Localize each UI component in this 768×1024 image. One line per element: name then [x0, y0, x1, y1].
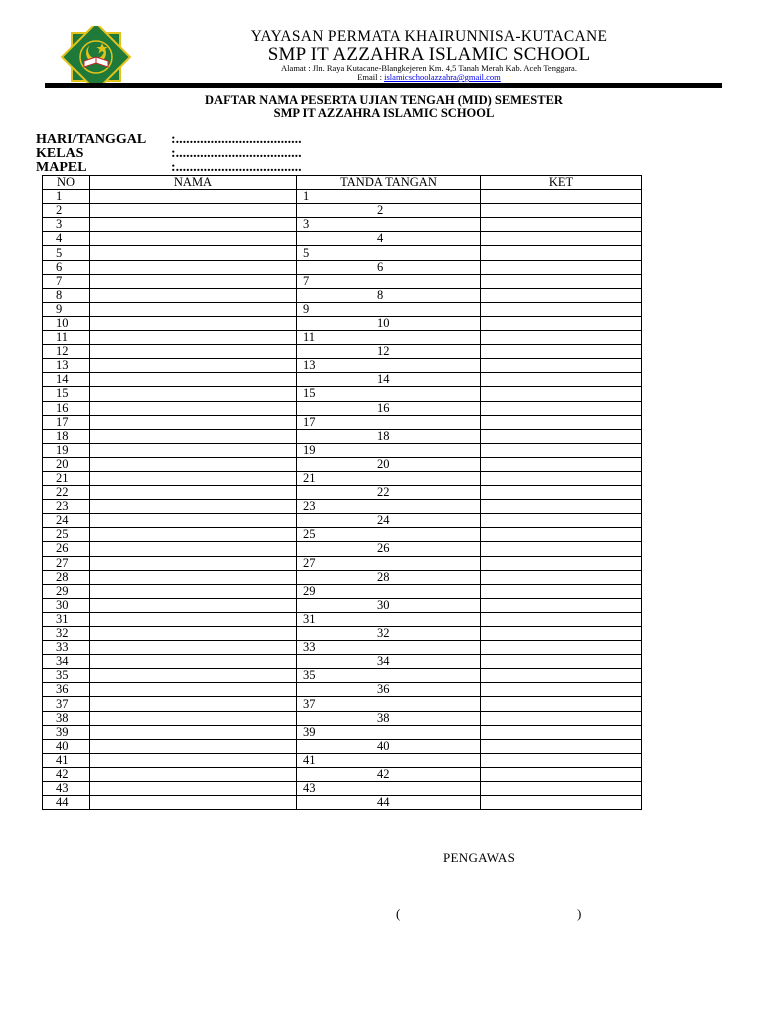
remark-cell[interactable] [481, 528, 642, 542]
table-row [43, 556, 642, 570]
name-cell[interactable] [90, 429, 297, 443]
name-cell[interactable] [90, 500, 297, 514]
name-cell[interactable] [90, 345, 297, 359]
signature-number: 5 [303, 245, 310, 260]
remark-cell[interactable] [481, 443, 642, 457]
signature-number: 34 [377, 654, 390, 669]
remark-cell[interactable] [481, 612, 642, 626]
name-cell[interactable] [90, 218, 297, 232]
table-row [43, 612, 642, 626]
name-cell[interactable] [90, 443, 297, 457]
table-row [43, 683, 642, 697]
signature-cell[interactable] [297, 218, 481, 232]
table-row [43, 288, 642, 302]
name-cell[interactable] [90, 316, 297, 330]
remark-cell[interactable] [481, 739, 642, 753]
table-row [43, 542, 642, 556]
signature-cell[interactable] [297, 471, 481, 485]
remark-cell[interactable] [481, 655, 642, 669]
signature-number: 16 [377, 400, 390, 415]
signature-cell[interactable] [297, 570, 481, 584]
signature-number: 32 [377, 626, 390, 641]
row-number: 20 [43, 457, 90, 471]
name-cell[interactable] [90, 612, 297, 626]
name-cell[interactable] [90, 302, 297, 316]
name-cell[interactable] [90, 641, 297, 655]
signature-cell[interactable] [297, 725, 481, 739]
signature-number: 43 [303, 781, 316, 796]
remark-cell[interactable] [481, 542, 642, 556]
table-row [43, 401, 642, 415]
name-cell[interactable] [90, 725, 297, 739]
signature-number: 17 [303, 414, 316, 429]
email-label: Email : [357, 72, 385, 82]
name-cell[interactable] [90, 204, 297, 218]
signature-cell[interactable] [297, 345, 481, 359]
remark-cell[interactable] [481, 556, 642, 570]
signature-cell[interactable] [297, 683, 481, 697]
name-cell[interactable] [90, 232, 297, 246]
remark-cell[interactable] [481, 345, 642, 359]
signature-cell[interactable] [297, 190, 481, 204]
document-subtitle: SMP IT AZZAHRA ISLAMIC SCHOOL [273, 106, 495, 120]
signature-open-paren: ( [396, 906, 401, 921]
row-number: 9 [43, 302, 90, 316]
signature-number: 12 [377, 344, 390, 359]
name-cell[interactable] [90, 556, 297, 570]
field-mapel [36, 160, 302, 176]
name-cell[interactable] [90, 471, 297, 485]
signature-number: 15 [303, 386, 316, 401]
remark-cell[interactable] [481, 683, 642, 697]
remark-cell[interactable] [481, 373, 642, 387]
signature-cell[interactable] [297, 331, 481, 345]
field-value: :.................................... [171, 146, 302, 161]
row-number: 40 [43, 739, 90, 753]
signature-cell[interactable] [297, 401, 481, 415]
row-number: 28 [43, 570, 90, 584]
name-cell[interactable] [90, 373, 297, 387]
signature-number: 9 [303, 301, 310, 316]
row-number: 22 [43, 486, 90, 500]
row-number: 35 [43, 669, 90, 683]
row-number: 12 [43, 345, 90, 359]
remark-cell[interactable] [481, 331, 642, 345]
remark-cell[interactable] [481, 500, 642, 514]
col-header-tanda-tangan: TANDA TANGAN [297, 176, 481, 190]
row-number: 4 [43, 232, 90, 246]
remark-cell[interactable] [481, 641, 642, 655]
signature-number: 33 [303, 640, 316, 655]
signature-cell[interactable] [297, 288, 481, 302]
signature-cell[interactable] [297, 782, 481, 796]
remark-cell[interactable] [481, 570, 642, 584]
name-cell[interactable] [90, 584, 297, 598]
signature-cell[interactable] [297, 232, 481, 246]
signature-number: 35 [303, 668, 316, 683]
col-header-no: NO [43, 176, 90, 190]
name-cell[interactable] [90, 627, 297, 641]
table-row [43, 627, 642, 641]
table-row [43, 598, 642, 612]
signature-number: 41 [303, 752, 316, 767]
signature-cell[interactable] [297, 457, 481, 471]
table-row [43, 514, 642, 528]
table-row [43, 669, 642, 683]
signature-cell[interactable] [297, 316, 481, 330]
signature-cell[interactable] [297, 359, 481, 373]
col-header-ket: KET [481, 176, 642, 190]
row-number: 34 [43, 655, 90, 669]
row-number: 31 [43, 612, 90, 626]
row-number: 27 [43, 556, 90, 570]
name-cell[interactable] [90, 387, 297, 401]
table-row [43, 767, 642, 781]
remark-cell[interactable] [481, 401, 642, 415]
signature-cell[interactable] [297, 612, 481, 626]
remark-cell[interactable] [481, 415, 642, 429]
table-row [43, 457, 642, 471]
field-label: MAPEL [36, 160, 87, 175]
attendance-table [42, 175, 642, 810]
table-row [43, 359, 642, 373]
row-number: 16 [43, 401, 90, 415]
table-row [43, 204, 642, 218]
table-row [43, 302, 642, 316]
signature-number: 30 [377, 597, 390, 612]
row-number: 3 [43, 218, 90, 232]
table-header-row [43, 176, 642, 190]
remark-cell[interactable] [481, 796, 642, 810]
name-cell[interactable] [90, 331, 297, 345]
remark-cell[interactable] [481, 753, 642, 767]
school-address: Alamat : Jln. Raya Kutacane-Blangkejeren Km. 4,5 Tanah Merah Kab. Aceh Tenggara. [281, 63, 577, 73]
table-row [43, 584, 642, 598]
signature-cell[interactable] [297, 739, 481, 753]
table-row [43, 753, 642, 767]
signature-cell[interactable] [297, 260, 481, 274]
col-header-nama: NAMA [90, 176, 297, 190]
row-number: 32 [43, 627, 90, 641]
signature-number: 8 [377, 287, 384, 302]
email-link[interactable]: islamicschoolazzahra@gmail.com [384, 72, 501, 82]
row-number: 7 [43, 274, 90, 288]
signature-number: 42 [377, 766, 390, 781]
signature-number: 37 [303, 696, 316, 711]
table-row [43, 429, 642, 443]
remark-cell[interactable] [481, 218, 642, 232]
signature-number: 6 [377, 259, 384, 274]
row-number: 24 [43, 514, 90, 528]
name-cell[interactable] [90, 542, 297, 556]
row-number: 15 [43, 387, 90, 401]
signature-number: 21 [303, 471, 316, 486]
row-number: 1 [43, 190, 90, 204]
name-cell[interactable] [90, 697, 297, 711]
table-row [43, 655, 642, 669]
remark-cell[interactable] [481, 711, 642, 725]
signature-number: 20 [377, 456, 390, 471]
signature-number: 38 [377, 710, 390, 725]
table-row [43, 232, 642, 246]
signature-number: 44 [377, 795, 390, 810]
name-cell[interactable] [90, 359, 297, 373]
name-cell[interactable] [90, 711, 297, 725]
signature-number: 25 [303, 527, 316, 542]
signature-number: 10 [377, 315, 390, 330]
name-cell[interactable] [90, 246, 297, 260]
table-row [43, 331, 642, 345]
signature-number: 3 [303, 217, 310, 232]
remark-cell[interactable] [481, 486, 642, 500]
header-divider [45, 83, 722, 88]
table-row [43, 415, 642, 429]
remark-cell[interactable] [481, 232, 642, 246]
signature-cell[interactable] [297, 641, 481, 655]
name-cell[interactable] [90, 782, 297, 796]
remark-cell[interactable] [481, 288, 642, 302]
name-cell[interactable] [90, 598, 297, 612]
row-number: 5 [43, 246, 90, 260]
signature-number: 7 [303, 273, 310, 288]
row-number: 2 [43, 204, 90, 218]
signature-number: 18 [377, 428, 390, 443]
row-number: 13 [43, 359, 90, 373]
table-row [43, 443, 642, 457]
name-cell[interactable] [90, 528, 297, 542]
row-number: 17 [43, 415, 90, 429]
row-number: 6 [43, 260, 90, 274]
signature-number: 26 [377, 541, 390, 556]
name-cell[interactable] [90, 570, 297, 584]
signature-close-paren: ) [577, 906, 582, 921]
field-value: :.................................... [171, 132, 302, 147]
remark-cell[interactable] [481, 697, 642, 711]
signature-cell[interactable] [297, 387, 481, 401]
name-cell[interactable] [90, 767, 297, 781]
signature-number: 22 [377, 485, 390, 500]
signature-cell[interactable] [297, 500, 481, 514]
name-cell[interactable] [90, 401, 297, 415]
name-cell[interactable] [90, 669, 297, 683]
signature-number: 19 [303, 442, 316, 457]
name-cell[interactable] [90, 655, 297, 669]
row-number: 38 [43, 711, 90, 725]
signature-number: 29 [303, 583, 316, 598]
row-number: 42 [43, 767, 90, 781]
remark-cell[interactable] [481, 627, 642, 641]
table-row [43, 260, 642, 274]
signature-cell[interactable] [297, 274, 481, 288]
supervisor-title: PENGAWAS [443, 850, 516, 865]
signature-cell[interactable] [297, 373, 481, 387]
school-logo [58, 26, 134, 88]
signature-cell[interactable] [297, 429, 481, 443]
name-cell[interactable] [90, 190, 297, 204]
signature-cell[interactable] [297, 584, 481, 598]
signature-cell[interactable] [297, 542, 481, 556]
name-cell[interactable] [90, 415, 297, 429]
signature-number: 31 [303, 611, 316, 626]
row-number: 21 [43, 471, 90, 485]
remark-cell[interactable] [481, 359, 642, 373]
name-cell[interactable] [90, 753, 297, 767]
name-cell[interactable] [90, 457, 297, 471]
name-cell[interactable] [90, 796, 297, 810]
table-row [43, 782, 642, 796]
field-value: :.................................... [171, 160, 302, 175]
table-row [43, 500, 642, 514]
name-cell[interactable] [90, 260, 297, 274]
field-label: HARI/TANGGAL [36, 132, 147, 147]
remark-cell[interactable] [481, 246, 642, 260]
table-row [43, 274, 642, 288]
signature-cell[interactable] [297, 556, 481, 570]
signature-cell[interactable] [297, 711, 481, 725]
row-number: 43 [43, 782, 90, 796]
table-row [43, 570, 642, 584]
remark-cell[interactable] [481, 584, 642, 598]
table-row [43, 387, 642, 401]
signature-cell[interactable] [297, 443, 481, 457]
remark-cell[interactable] [481, 767, 642, 781]
name-cell[interactable] [90, 514, 297, 528]
row-number: 39 [43, 725, 90, 739]
remark-cell[interactable] [481, 387, 642, 401]
row-number: 19 [43, 443, 90, 457]
signature-cell[interactable] [297, 796, 481, 810]
signature-cell[interactable] [297, 204, 481, 218]
table-row [43, 316, 642, 330]
signature-number: 1 [303, 189, 310, 204]
signature-number: 2 [377, 203, 384, 218]
name-cell[interactable] [90, 683, 297, 697]
row-number: 23 [43, 500, 90, 514]
remark-cell[interactable] [481, 429, 642, 443]
remark-cell[interactable] [481, 260, 642, 274]
signature-cell[interactable] [297, 767, 481, 781]
signature-cell[interactable] [297, 669, 481, 683]
name-cell[interactable] [90, 486, 297, 500]
table-row [43, 641, 642, 655]
remark-cell[interactable] [481, 190, 642, 204]
remark-cell[interactable] [481, 457, 642, 471]
table-row [43, 725, 642, 739]
table-body [43, 190, 642, 810]
signature-number: 28 [377, 569, 390, 584]
signature-cell[interactable] [297, 246, 481, 260]
document-title: DAFTAR NAMA PESERTA UJIAN TENGAH (MID) SEMESTER [205, 93, 563, 107]
table-row [43, 796, 642, 810]
signature-cell[interactable] [297, 753, 481, 767]
row-number: 11 [43, 331, 90, 345]
table-row [43, 345, 642, 359]
table-row [43, 373, 642, 387]
signature-cell[interactable] [297, 655, 481, 669]
signature-number: 4 [377, 231, 384, 246]
row-number: 18 [43, 429, 90, 443]
remark-cell[interactable] [481, 598, 642, 612]
signature-cell[interactable] [297, 528, 481, 542]
signature-number: 13 [303, 358, 316, 373]
signature-number: 14 [377, 372, 390, 387]
remark-cell[interactable] [481, 725, 642, 739]
remark-cell[interactable] [481, 782, 642, 796]
table-row [43, 218, 642, 232]
table-row [43, 246, 642, 260]
school-email-line [200, 72, 658, 82]
signature-cell[interactable] [297, 627, 481, 641]
row-number: 8 [43, 288, 90, 302]
foundation-name: YAYASAN PERMATA KHAIRUNNISA-KUTACANE [250, 28, 608, 45]
row-number: 25 [43, 528, 90, 542]
table-row [43, 471, 642, 485]
remark-cell[interactable] [481, 204, 642, 218]
row-number: 44 [43, 796, 90, 810]
school-name: SMP IT AZZAHRA ISLAMIC SCHOOL [267, 44, 591, 65]
signature-number: 40 [377, 738, 390, 753]
row-number: 10 [43, 316, 90, 330]
remark-cell[interactable] [481, 274, 642, 288]
remark-cell[interactable] [481, 316, 642, 330]
remark-cell[interactable] [481, 514, 642, 528]
signature-cell[interactable] [297, 415, 481, 429]
signature-number: 24 [377, 513, 390, 528]
signature-number: 39 [303, 724, 316, 739]
signature-number: 23 [303, 499, 316, 514]
remark-cell[interactable] [481, 302, 642, 316]
signature-cell[interactable] [297, 486, 481, 500]
row-number: 41 [43, 753, 90, 767]
signature-cell[interactable] [297, 697, 481, 711]
remark-cell[interactable] [481, 669, 642, 683]
row-number: 36 [43, 683, 90, 697]
name-cell[interactable] [90, 274, 297, 288]
name-cell[interactable] [90, 739, 297, 753]
field-label: KELAS [36, 146, 84, 161]
table-row [43, 528, 642, 542]
signature-cell[interactable] [297, 514, 481, 528]
signature-cell[interactable] [297, 302, 481, 316]
row-number: 37 [43, 697, 90, 711]
table-row [43, 711, 642, 725]
name-cell[interactable] [90, 288, 297, 302]
remark-cell[interactable] [481, 471, 642, 485]
row-number: 14 [43, 373, 90, 387]
table-row [43, 486, 642, 500]
row-number: 26 [43, 542, 90, 556]
signature-cell[interactable] [297, 598, 481, 612]
table-row [43, 697, 642, 711]
signature-number: 36 [377, 682, 390, 697]
signature-number: 27 [303, 555, 316, 570]
row-number: 29 [43, 584, 90, 598]
row-number: 33 [43, 641, 90, 655]
table-row [43, 190, 642, 204]
row-number: 30 [43, 598, 90, 612]
signature-number: 11 [303, 330, 316, 345]
table-row [43, 739, 642, 753]
